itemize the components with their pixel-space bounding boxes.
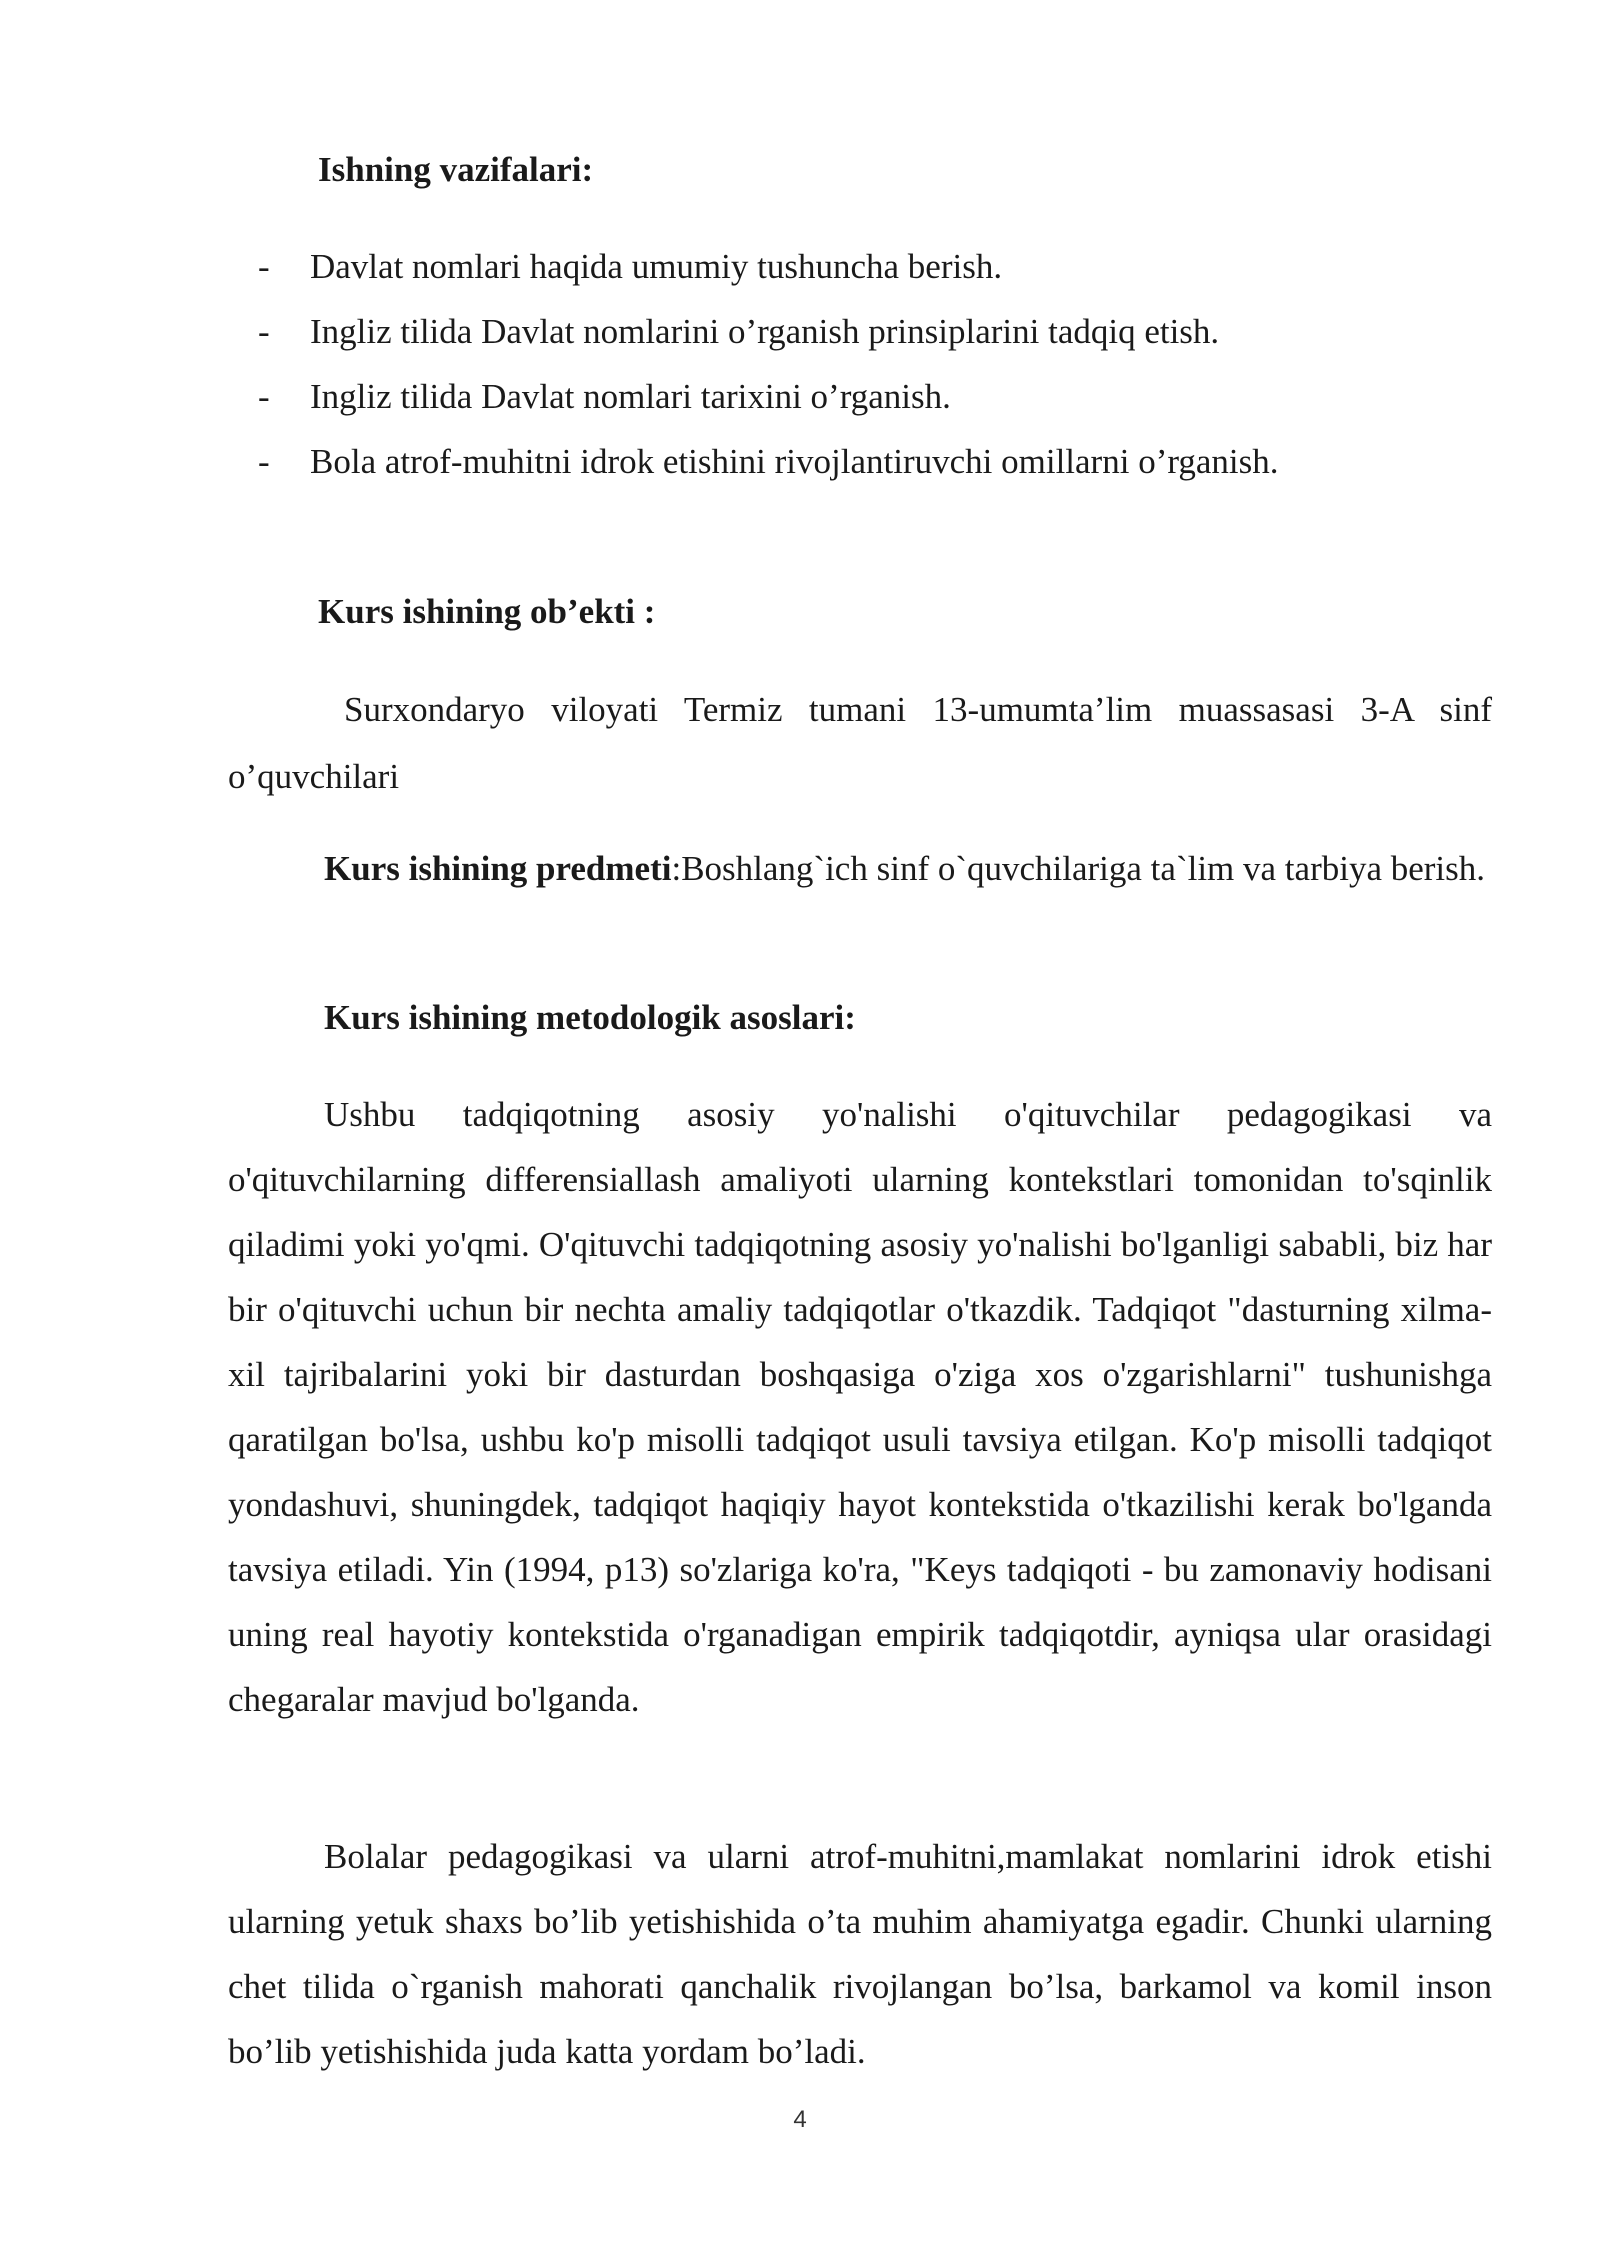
- tasks-heading: Ishning vazifalari:: [318, 150, 594, 189]
- methodology-heading: Kurs ishining metodologik asoslari:: [324, 998, 856, 1037]
- list-item-text: Davlat nomlari haqida umumiy tushuncha berish.: [310, 247, 1003, 286]
- object-heading: Kurs ishining ob’ekti :: [318, 592, 656, 631]
- page-number: 4: [793, 2106, 807, 2133]
- object-text-line2: o’quvchilari: [228, 757, 400, 796]
- list-dash: -: [258, 442, 270, 481]
- list-dash: -: [258, 377, 270, 416]
- subject-text: :Boshlang`ich sinf o`quvchilariga ta`lim va tarbiya berish.: [671, 849, 1486, 888]
- list-item-text: Bola atrof-muhitni idrok etishini rivojlantiruvchi omillarni o’rganish.: [310, 442, 1279, 481]
- closing-paragraph: Bolalar pedagogikasi va ularni atrof-muhitni,mamlakat nomlarini idrok etishi ularning yetuk shaxs bo’lib yetishishida o’ta muhim ahamiyatga egadir. Chunki ularning chet tilida o`rganish mahorati qanchalik rivojlangan bo’lsa, barkamol va komil inson bo’lib yetishishida juda katta yordam bo’ladi.: [228, 1837, 1492, 2071]
- list-item: [258, 372, 1279, 437]
- methodology-paragraph: Ushbu tadqiqotning asosiy yo'nalishi o'qituvchilar pedagogikasi va o'qituvchilarning differensiallash amaliyoti ularning kontekstlari tomonidan to'sqinlik qiladimi yoki yo'qmi. O'qituvchi tadqiqotning asosiy yo'nalishi bo'lganligi sababli, biz har bir o'qituvchi uchun bir nechta amaliy tadqiqotlar o'tkazdik. Tadqiqot "dasturning xilma-xil tajribalarini yoki bir dasturdan boshqasiga o'ziga xos o'zgarishlarni" tushunishga qaratilgan bo'lsa, ushbu ko'p misolli tadqiqot usuli tavsiya etilgan. Ko'p misolli tadqiqot yondashuvi, shuningdek, tadqiqot haqiqiy hayot kontekstida o'tkazilishi kerak bo'lganda tavsiya etiladi. Yin (1994, p13) so'zlariga ko'ra, "Keys tadqiqoti - bu zamonaviy hodisani uning real hayotiy kontekstida o'rganadigan empirik tadqiqotdir, ayniqsa ular orasidagi chegaralar mavjud bo'lganda.: [228, 1095, 1492, 1719]
- list-dash: -: [258, 247, 270, 286]
- object-text-line1: Surxondaryo viloyati Termiz tumani 13-umumta’lim muassasasi 3-A sinf: [344, 690, 1492, 729]
- tasks-list: [258, 242, 1279, 502]
- list-dash: -: [258, 312, 270, 351]
- list-item-text: Ingliz tilida Davlat nomlari tarixini o’rganish.: [310, 377, 951, 416]
- subject-paragraph: [228, 836, 1492, 901]
- list-item: [258, 242, 1279, 307]
- subject-label: Kurs ishining predmeti: [324, 849, 672, 888]
- list-item-text: Ingliz tilida Davlat nomlarini o’rganish prinsiplarini tadqiq etish.: [310, 312, 1220, 351]
- list-item: [258, 437, 1279, 502]
- list-item: [258, 307, 1279, 372]
